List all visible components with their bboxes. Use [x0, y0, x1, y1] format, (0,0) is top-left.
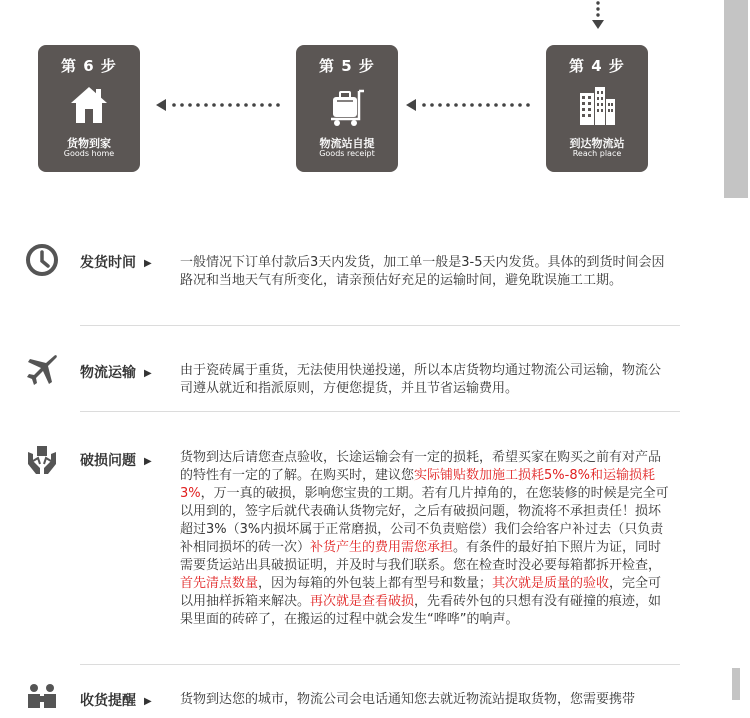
section-label-shipping-time	[80, 252, 152, 272]
highlight-text: 实际铺贴数加施工损耗5%-8%和运输损耗3%	[180, 468, 655, 501]
highlight-text: 首先清点数量	[180, 576, 259, 591]
scrollbar-thumb[interactable]	[724, 0, 748, 198]
section-text-shipping-time: 一般情况下订单付款后3天内发货，加工单一般是3-5天内发货。具体的到货时间会因路况和当地天气有所变化，请亲预估好充足的运输时间，避免耽误施工工期。	[180, 255, 665, 288]
step-card-4	[546, 45, 648, 172]
step-card-6	[38, 45, 140, 172]
step-card-5	[296, 45, 398, 172]
step-label-en: Goods receipt	[319, 149, 375, 158]
text-run: ，万一真的破损，影响您宝贵的工期。若有几片掉角的，在您装修的时候是完全可以用到的，签字后就代表确认货物完好，之后有破损问题，物流将不承担责任！损坏超过3%（3%内损坏属于正常磨损，公司不负责赔偿）我们会给客户补过去（只负责补相同损坏的砖一次）	[180, 486, 669, 555]
step-label-en: Goods home	[63, 149, 115, 158]
step-title: 第 4 步	[569, 57, 625, 75]
hands-box-icon	[24, 442, 60, 478]
text-run: 货物到达后请您查点验收，长途运输会有一定的损耗，希望买家在购买之前有对产品的特性有一定的了解。在购买时，建议您	[180, 450, 662, 483]
section-label-text: 破损问题	[80, 453, 136, 469]
step-title: 第 6 步	[61, 57, 117, 75]
step-label-cn: 到达物流站	[569, 137, 625, 150]
house-icon	[69, 83, 109, 127]
divider	[80, 411, 680, 412]
text-run: ，先看砖外包的只想有没有碰撞的痕迹，如果里面的砖碎了，在搬运的过程中就会发生“哗哗”的响声。	[180, 594, 662, 627]
section-label-logistics	[80, 362, 152, 382]
scrollbar-thumb-secondary[interactable]	[732, 668, 740, 700]
highlight-text: 补货产生的费用需您承担	[310, 540, 454, 555]
text-run: 。有条件的最好拍下照片为证，同时需要货运站出具破损证明，并及时与我们联系。您在检查时没必要每箱都拆开检查，	[180, 540, 662, 573]
text-run: ，完全可以用抽样拆箱来解决。	[180, 576, 662, 609]
step-title: 第 5 步	[319, 57, 375, 75]
buildings-icon	[577, 83, 617, 127]
section-text-receipt: 货物到达您的城市，物流公司会电话通知您去就近物流站提取货物，您需要携带	[180, 692, 636, 707]
step-label-en: Reach place	[572, 149, 622, 158]
divider	[80, 664, 680, 665]
triangle-right-icon: ▶	[144, 696, 152, 707]
triangle-right-icon: ▶	[144, 258, 152, 269]
highlight-text: 再次就是查看破损	[310, 594, 415, 609]
step-label-cn: 物流站自提	[319, 137, 375, 150]
luggage-cart-icon	[327, 83, 367, 127]
down-arrow-icon	[590, 0, 606, 32]
divider	[80, 325, 680, 326]
highlight-text: 其次就是质量的验收	[492, 576, 610, 591]
people-icon	[24, 682, 60, 718]
text-run: ，因为每箱的外包装上都有型号和数量；	[258, 576, 493, 591]
step-label-cn: 货物到家	[67, 137, 111, 150]
left-arrow-icon	[406, 98, 536, 112]
section-text-damage	[180, 449, 672, 629]
triangle-right-icon: ▶	[144, 456, 152, 467]
section-text-logistics: 由于瓷砖属于重货，无法使用快递投递，所以本店货物均通过物流公司运输，物流公司遵从就近和指派原则，方便您提货，并且节省运输费用。	[180, 363, 662, 396]
section-label-text: 收货提醒	[80, 693, 136, 709]
clock-icon	[24, 242, 60, 278]
section-label-text: 发货时间	[80, 255, 136, 271]
section-label-receipt	[80, 690, 152, 710]
section-label-damage	[80, 450, 152, 470]
triangle-right-icon: ▶	[144, 368, 152, 379]
left-arrow-icon	[156, 98, 286, 112]
airplane-icon	[24, 352, 60, 388]
section-label-text: 物流运输	[80, 365, 136, 381]
